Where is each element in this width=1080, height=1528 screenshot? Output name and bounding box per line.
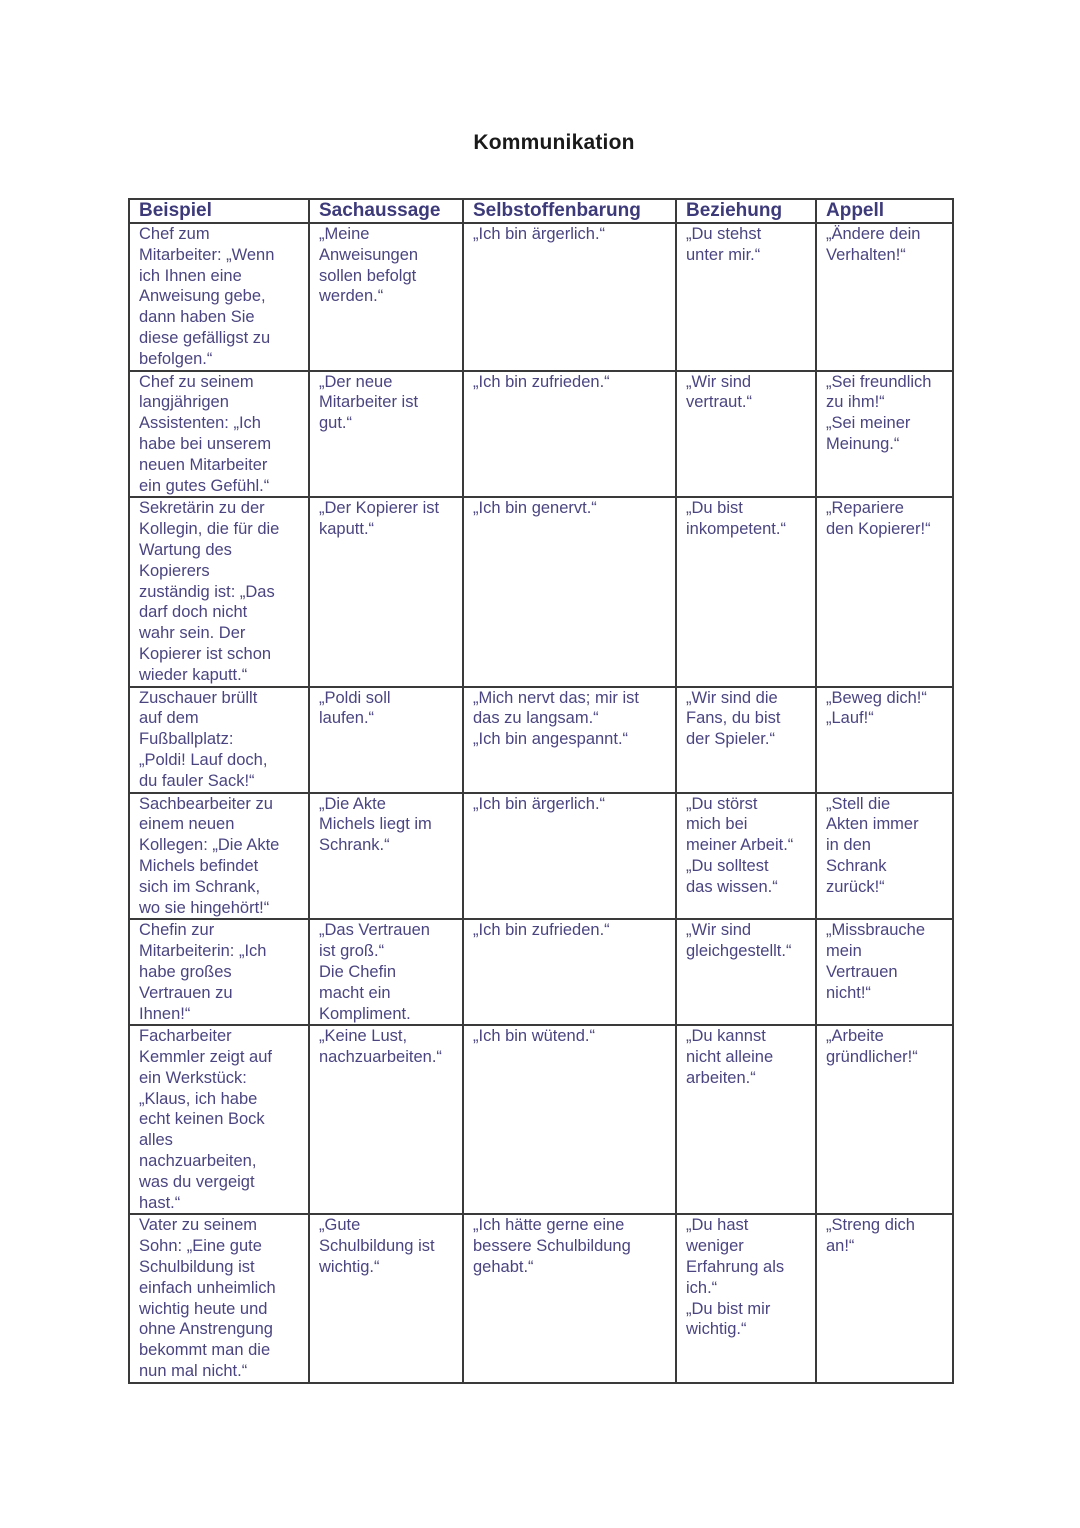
cell-appell: „Sei freundlich zu ihm!“ „Sei meiner Meinung.“	[826, 372, 932, 453]
header-appell: Appell	[816, 199, 953, 223]
cell-beziehung: „Du stehst unter mir.“	[686, 225, 762, 264]
cell-sachaussage: „Der neue Mitarbeiter ist gut.“	[319, 372, 419, 433]
cell-beziehung: „Du kannst nicht alleine arbeiten.“	[686, 1027, 774, 1087]
table-row	[129, 919, 953, 1025]
cell-beispiel: Sachbearbeiter zu einem neuen Kollegen: „Die Akte Michels befindet sich im Schrank, wo sie hingehört!“	[139, 794, 280, 917]
cell-appell: „Stell die Akten immer in den Schrank zurück!“	[826, 794, 919, 896]
cell-beziehung: „Du hast weniger Erfahrung als ich.“ „Du bist mir wichtig.“	[686, 1216, 785, 1339]
cell-selbstoffenbarung: „Ich hätte gerne eine bessere Schulbildung gehabt.“	[473, 1216, 631, 1277]
cell-appell: „Missbrauche mein Vertrauen nicht!“	[826, 921, 926, 1002]
cell-sachaussage: „Gute Schulbildung ist wichtig.“	[319, 1216, 435, 1277]
cell-sachaussage: „Keine Lust, nachzuarbeiten.“	[319, 1027, 442, 1067]
cell-beispiel: Chef zum Mitarbeiter: „Wenn ich Ihnen eine Anweisung gebe, dann haben Sie diese gefälligst zu befolgen.“	[139, 225, 275, 368]
cell-appell: „Repariere den Kopierer!“	[826, 499, 931, 539]
cell-appell: „Ändere dein Verhalten!“	[826, 225, 921, 264]
cell-beispiel: Facharbeiter Kemmler zeigt auf ein Werkstück: „Klaus, ich habe echt keinen Bock alles nachzuarbeiten, was du vergeigt hast.“	[139, 1027, 272, 1212]
cell-beispiel: Chefin zur Mitarbeiterin: „Ich habe großes Vertrauen zu Ihnen!“	[139, 921, 267, 1023]
table-row	[129, 1214, 953, 1382]
cell-selbstoffenbarung: „Ich bin ärgerlich.“	[473, 794, 606, 813]
cell-beispiel: Vater zu seinem Sohn: „Eine gute Schulbildung ist einfach unheimlich wichtig heute und ohne Anstrengung bekommt man die nun mal nicht.“	[139, 1216, 276, 1381]
table-row	[129, 497, 953, 686]
cell-beziehung: „Wir sind vertraut.“	[686, 372, 753, 412]
cell-sachaussage: „Die Akte Michels liegt im Schrank.“	[319, 794, 432, 855]
cell-beispiel: Chef zu seinem langjährigen Assistenten: „Ich habe bei unserem neuen Mitarbeiter ein gutes Gefühl.“	[139, 372, 272, 495]
cell-selbstoffenbarung: „Ich bin ärgerlich.“	[473, 225, 606, 243]
table-row	[129, 223, 953, 371]
header-beispiel: Beispiel	[129, 199, 309, 223]
cell-beispiel: Zuschauer brüllt auf dem Fußballplatz: „Poldi! Lauf doch, du fauler Sack!“	[139, 688, 268, 790]
page-title: Kommunikation	[473, 131, 635, 154]
cell-appell: „Beweg dich!“ „Lauf!“	[826, 688, 927, 728]
cell-beziehung: „Du störst mich bei meiner Arbeit.“ „Du solltest das wissen.“	[686, 794, 794, 896]
cell-selbstoffenbarung: „Mich nervt das; mir ist das zu langsam.“ „Ich bin angespannt.“	[473, 688, 639, 749]
header-selbstoffenbarung: Selbstoffenbarung	[463, 199, 676, 223]
cell-appell: „Arbeite gründlicher!“	[826, 1027, 918, 1067]
header-sachaussage: Sachaussage	[309, 199, 463, 223]
table-row	[129, 687, 953, 793]
cell-selbstoffenbarung: „Ich bin wütend.“	[473, 1027, 595, 1046]
cell-beispiel: Sekretärin zu der Kollegin, die für die Wartung des Kopierers zuständig ist: „Das darf doch nicht wahr sein. Der Kopierer ist schon wieder kaputt.“	[139, 499, 280, 684]
cell-selbstoffenbarung: „Ich bin genervt.“	[473, 499, 597, 518]
cell-sachaussage: „Der Kopierer ist kaputt.“	[319, 499, 440, 539]
table-row	[129, 1025, 953, 1214]
table-row	[129, 793, 953, 920]
header-beziehung: Beziehung	[676, 199, 816, 223]
cell-beziehung: „Du bist inkompetent.“	[686, 499, 786, 539]
table-header-row	[129, 199, 953, 223]
cell-selbstoffenbarung: „Ich bin zufrieden.“	[473, 372, 610, 391]
communication-table	[128, 198, 954, 1384]
cell-beziehung: „Wir sind die Fans, du bist der Spieler.“	[686, 688, 781, 749]
table-row	[129, 371, 953, 498]
cell-sachaussage: „Das Vertrauen ist groß.“ Die Chefin macht ein Kompliment.	[319, 921, 430, 1023]
cell-appell: „Streng dich an!“	[826, 1216, 915, 1256]
cell-beziehung: „Wir sind gleichgestellt.“	[686, 921, 792, 961]
cell-sachaussage: „Poldi soll laufen.“	[319, 688, 391, 728]
cell-sachaussage: „Meine Anweisungen sollen befolgt werden.“	[319, 225, 419, 306]
cell-selbstoffenbarung: „Ich bin zufrieden.“	[473, 921, 610, 940]
